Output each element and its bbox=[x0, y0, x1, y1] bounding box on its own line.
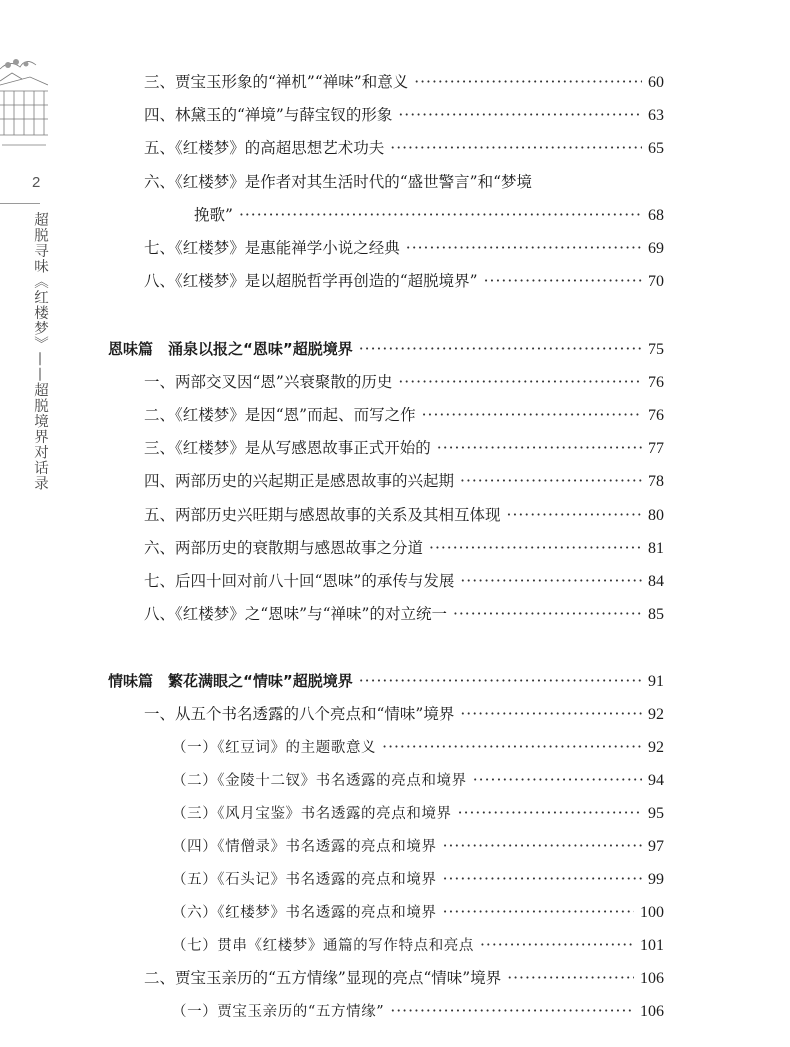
toc-subentry[interactable] bbox=[172, 869, 664, 890]
toc-entry-page: 106 bbox=[640, 1003, 664, 1020]
toc-entry[interactable] bbox=[144, 372, 664, 393]
toc-subentry[interactable] bbox=[172, 1001, 664, 1022]
toc-section-title: 恩味篇 涌泉以报之“恩味”超脱境界 bbox=[108, 340, 353, 358]
toc-entry[interactable] bbox=[144, 538, 664, 559]
dot-leader bbox=[484, 271, 642, 291]
toc-subentry[interactable] bbox=[172, 737, 664, 758]
toc-entry-title: （七）贯串《红楼梦》通篇的写作特点和亮点 bbox=[172, 938, 474, 954]
dot-leader bbox=[414, 72, 642, 92]
toc-entry-title: 五、两部历史兴旺期与感恩故事的关系及其相互体现 bbox=[144, 506, 501, 524]
dot-leader bbox=[460, 471, 642, 491]
toc-section-title: 情味篇 繁花满眼之“情味”超脱境界 bbox=[108, 672, 353, 690]
toc-entry-title: 五、《红楼梦》的高超思想艺术功夫 bbox=[144, 139, 385, 157]
toc-entry-title: 三、《红楼梦》是从写感恩故事正式开始的 bbox=[144, 439, 431, 457]
toc-entry[interactable] bbox=[144, 471, 664, 492]
toc-entry-page: 75 bbox=[648, 341, 664, 358]
toc-subentry[interactable] bbox=[172, 836, 664, 857]
toc-entry[interactable] bbox=[144, 968, 664, 989]
toc-entry-title: （一）《红豆词》的主题歌意义 bbox=[172, 740, 377, 756]
toc-entry-title: 七、后四十回对前八十回“恩味”的承传与发展 bbox=[144, 572, 455, 590]
toc-entry-page: 76 bbox=[648, 407, 664, 424]
dot-leader bbox=[460, 704, 642, 724]
dot-leader bbox=[398, 372, 642, 392]
dot-leader bbox=[422, 405, 642, 425]
page-number: 2 bbox=[32, 174, 41, 191]
dot-leader bbox=[473, 770, 642, 790]
toc-subentry[interactable] bbox=[172, 902, 664, 923]
dot-leader bbox=[429, 538, 642, 558]
toc-subentry[interactable] bbox=[172, 935, 664, 956]
pavilion-illustration bbox=[0, 55, 48, 155]
toc-entry-title: 八、《红楼梦》是以超脱哲学再创造的“超脱境界” bbox=[144, 272, 478, 290]
toc-entry[interactable] bbox=[144, 704, 664, 725]
toc-entry-title: （一）贾宝玉亲历的“五方情缘” bbox=[172, 1004, 385, 1020]
toc-entry-page: 70 bbox=[648, 273, 664, 290]
dot-leader bbox=[443, 836, 642, 856]
toc-entry[interactable] bbox=[144, 571, 664, 592]
toc-entry-page: 97 bbox=[648, 838, 664, 855]
toc-entry-page: 94 bbox=[648, 772, 664, 789]
toc-entry-title: 二、《红楼梦》是因“恩”而起、而写之作 bbox=[144, 406, 416, 424]
toc-entry[interactable] bbox=[194, 205, 664, 226]
toc-entry-page: 101 bbox=[640, 937, 664, 954]
toc-entry-title: 八、《红楼梦》之“恩味”与“禅味”的对立统一 bbox=[144, 605, 447, 623]
toc-entry-page: 60 bbox=[648, 74, 664, 91]
toc-section[interactable] bbox=[108, 671, 664, 692]
dot-leader bbox=[507, 968, 634, 988]
toc-entry-page: 76 bbox=[648, 374, 664, 391]
toc-entry-title: 挽歌” bbox=[194, 206, 233, 224]
toc-entry-title: 三、贾宝玉形象的“禅机”“禅味”和意义 bbox=[144, 73, 409, 91]
toc-subentry[interactable] bbox=[172, 803, 664, 824]
toc-entry-page: 77 bbox=[648, 440, 664, 457]
toc-entry-page: 92 bbox=[648, 739, 664, 756]
toc-entry-title: 一、两部交叉因“恩”兴衰聚散的历史 bbox=[144, 373, 393, 391]
toc-entry-page: 65 bbox=[648, 140, 664, 157]
toc-section[interactable] bbox=[108, 339, 664, 360]
toc-entry-page: 91 bbox=[648, 673, 664, 690]
toc-entry-title: 六、两部历史的衰散期与感恩故事之分道 bbox=[144, 539, 424, 557]
dot-leader bbox=[437, 438, 642, 458]
dot-leader bbox=[359, 339, 642, 359]
dot-leader bbox=[480, 935, 634, 955]
dot-leader bbox=[390, 1001, 634, 1021]
toc-entry-page: 69 bbox=[648, 240, 664, 257]
dot-leader bbox=[460, 571, 642, 591]
toc-subentry[interactable] bbox=[172, 770, 664, 791]
dot-leader bbox=[398, 105, 642, 125]
toc-entry[interactable] bbox=[144, 604, 664, 625]
toc-entry-title: 四、林黛玉的“禅境”与薛宝钗的形象 bbox=[144, 106, 393, 124]
toc-entry-title: （三）《风月宝鉴》书名透露的亮点和境界 bbox=[172, 806, 452, 822]
toc-entry[interactable] bbox=[144, 238, 664, 259]
dot-leader bbox=[359, 671, 642, 691]
toc-entry[interactable] bbox=[144, 138, 664, 159]
toc-entry-page: 80 bbox=[648, 507, 664, 524]
dot-leader bbox=[382, 737, 642, 757]
toc-entry-page: 81 bbox=[648, 540, 664, 557]
toc-entry-page: 100 bbox=[640, 904, 664, 921]
dot-leader bbox=[443, 902, 634, 922]
toc-entry-page: 99 bbox=[648, 871, 664, 888]
toc-entry[interactable] bbox=[144, 105, 664, 126]
dot-leader bbox=[443, 869, 642, 889]
toc-entry-title: 四、两部历史的兴起期正是感恩故事的兴起期 bbox=[144, 472, 455, 490]
toc-entry-title: 二、贾宝玉亲历的“五方情缘”显现的亮点“情味”境界 bbox=[144, 969, 502, 987]
toc-entry[interactable] bbox=[144, 72, 664, 93]
toc-entry-page: 63 bbox=[648, 107, 664, 124]
toc-entry[interactable] bbox=[144, 271, 664, 292]
dot-leader bbox=[458, 803, 642, 823]
toc-entry-page: 78 bbox=[648, 473, 664, 490]
toc-entry-page: 92 bbox=[648, 706, 664, 723]
toc-entry-page: 95 bbox=[648, 805, 664, 822]
dot-leader bbox=[406, 238, 642, 258]
toc-entry-title: （六）《红楼梦》书名透露的亮点和境界 bbox=[172, 905, 437, 921]
toc-entry-title: 一、从五个书名透露的八个亮点和“情味”境界 bbox=[144, 705, 455, 723]
dot-leader bbox=[453, 604, 642, 624]
toc-entry-title: （二）《金陵十二钗》书名透露的亮点和境界 bbox=[172, 773, 467, 789]
toc-entry[interactable] bbox=[144, 405, 664, 426]
toc-entry[interactable] bbox=[144, 505, 664, 526]
dot-leader bbox=[507, 505, 642, 525]
toc-entry-title: （五）《石头记》书名透露的亮点和境界 bbox=[172, 872, 437, 888]
header-divider bbox=[0, 203, 40, 204]
toc-entry[interactable] bbox=[144, 438, 664, 459]
toc-entry-title: 七、《红楼梦》是惠能禅学小说之经典 bbox=[144, 239, 400, 257]
toc-entry-page: 85 bbox=[648, 606, 664, 623]
toc-entry-page: 84 bbox=[648, 573, 664, 590]
toc-entry-page: 106 bbox=[640, 970, 664, 987]
toc-entry-title-line1: 六、《红楼梦》是作者对其生活时代的“盛世警言”和“梦境 bbox=[144, 173, 533, 191]
toc-entry-page: 68 bbox=[648, 207, 664, 224]
toc-entry-title: （四）《情僧录》书名透露的亮点和境界 bbox=[172, 839, 437, 855]
dot-leader bbox=[239, 205, 642, 225]
dot-leader bbox=[390, 138, 642, 158]
running-book-title: 超脱寻味《红楼梦》——超脱境界对话录 bbox=[32, 212, 48, 491]
